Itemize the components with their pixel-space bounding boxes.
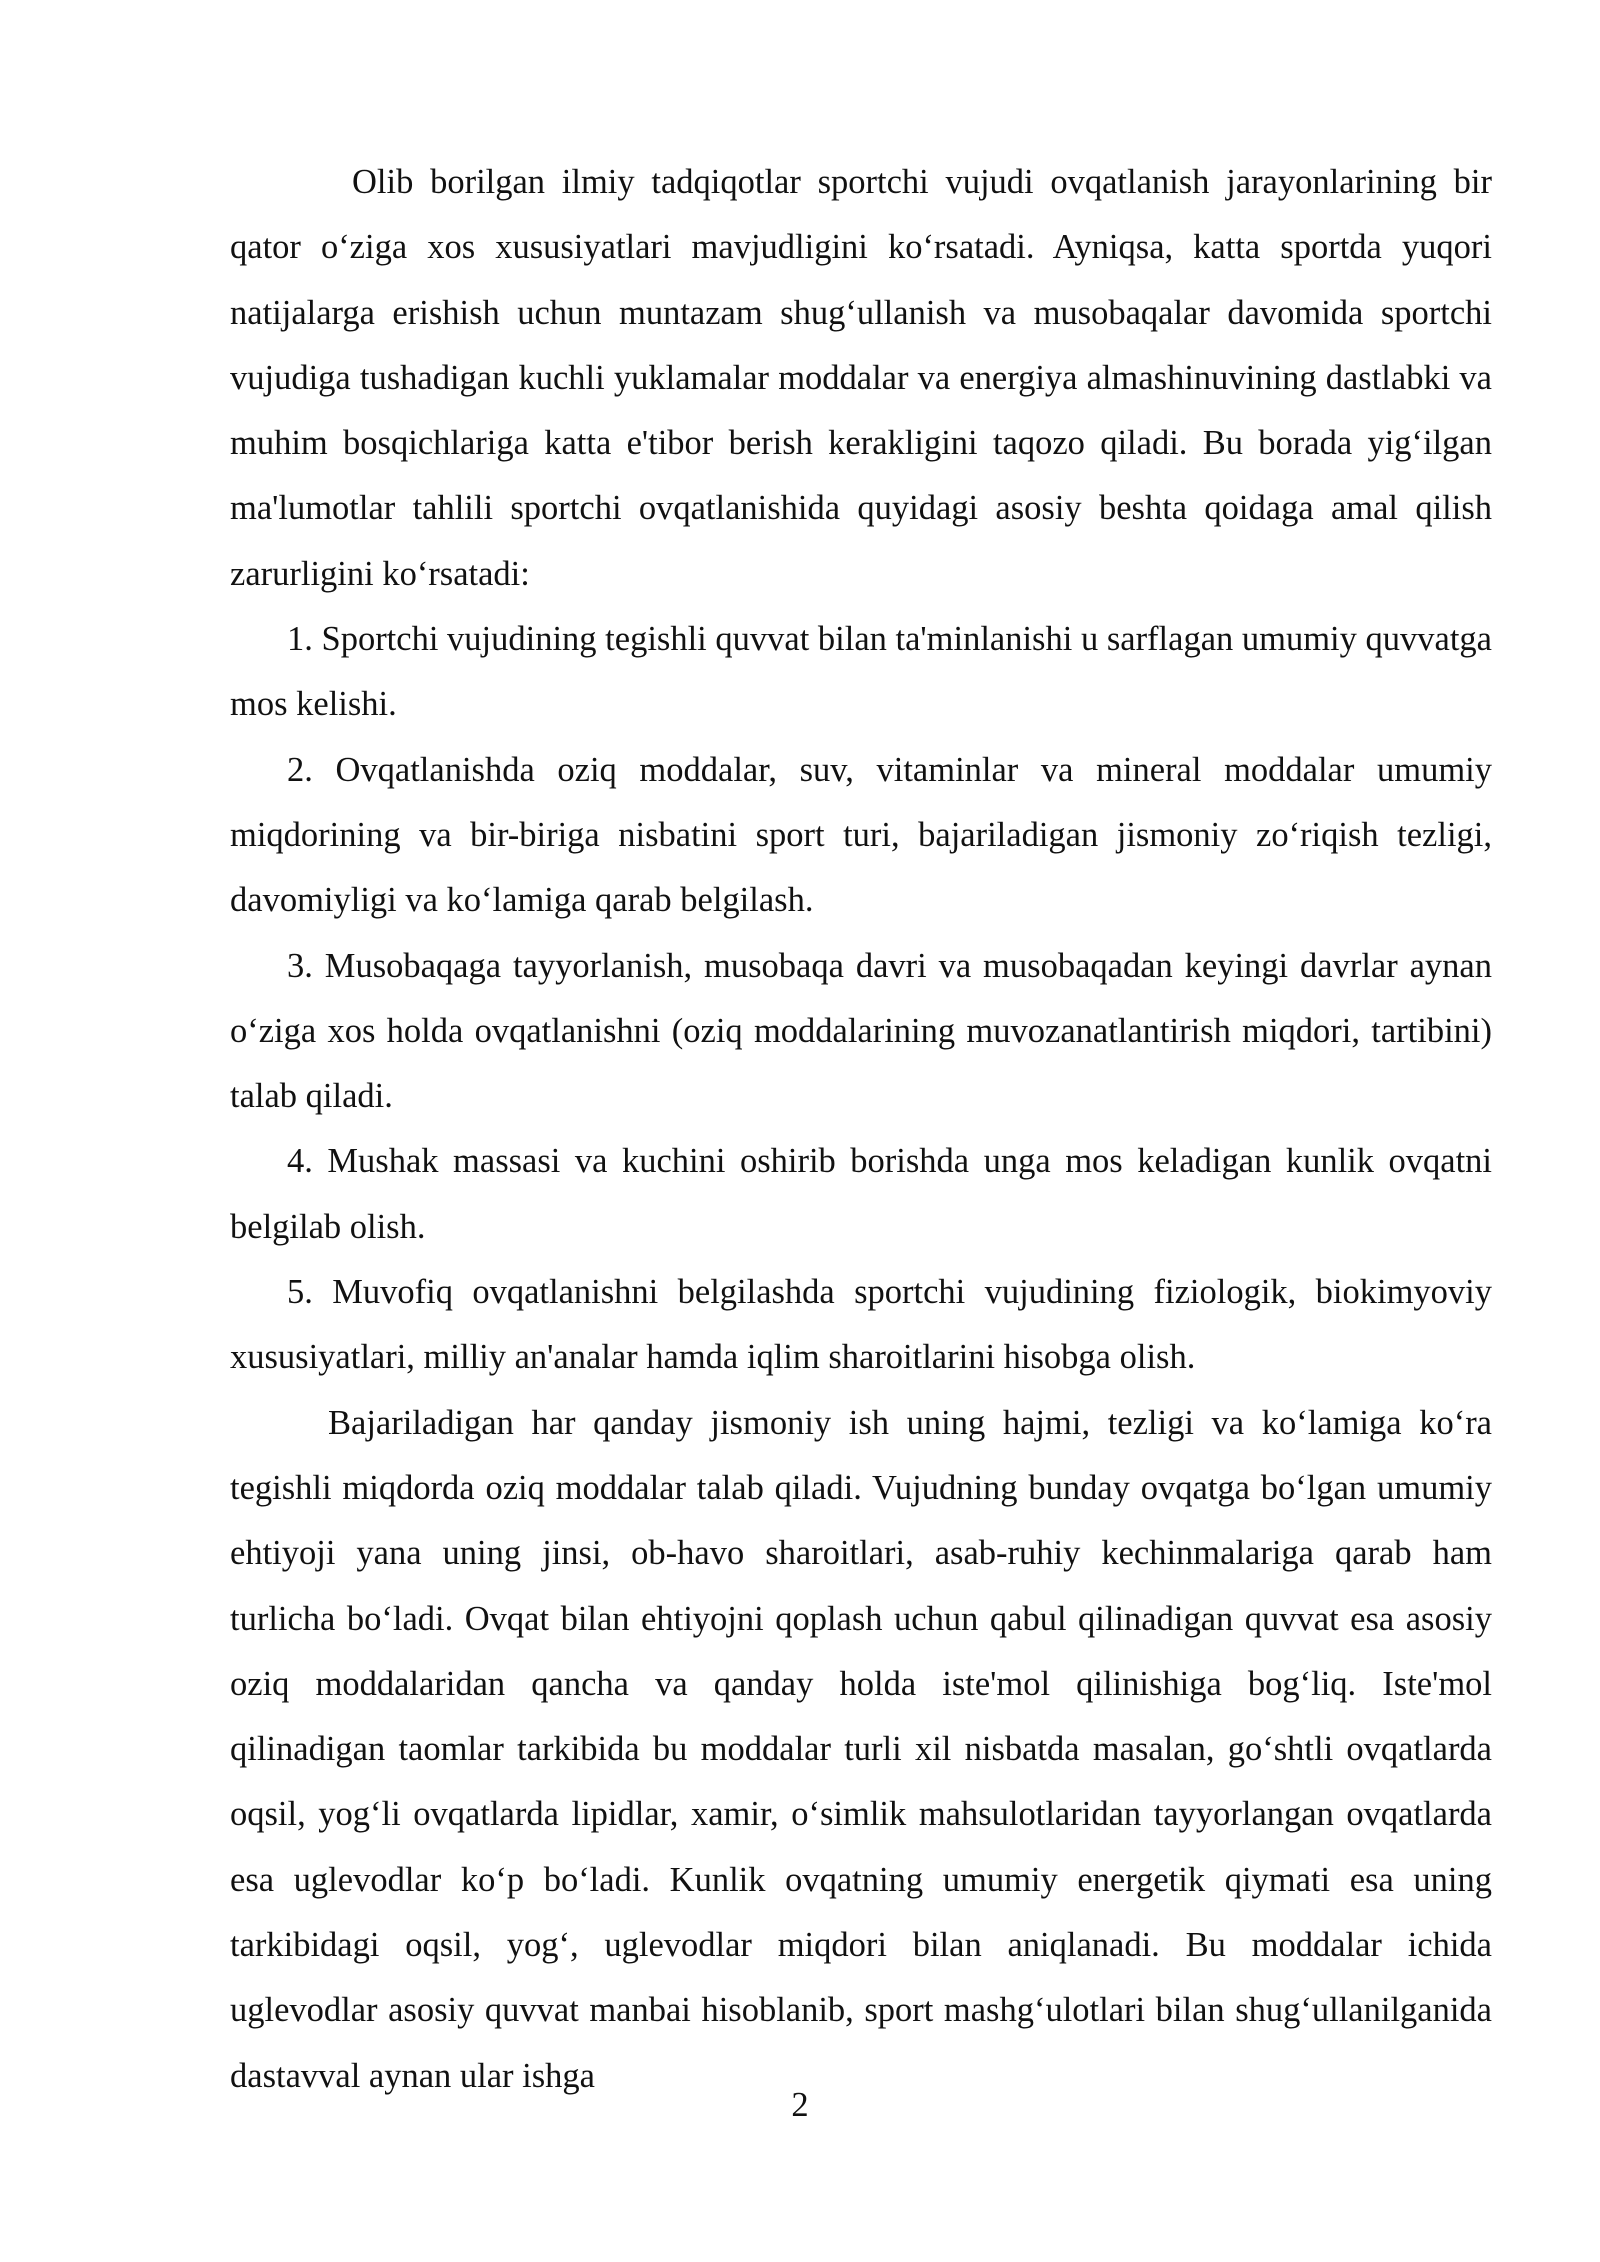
second-paragraph: Bajariladigan har qanday jismoniy ish uning hajmi, tezligi va ko‘lamiga ko‘ra tegishli miqdorda oziq moddalar talab qiladi. Vujudning bunday ovqatga bo‘lgan umumiy ehtiyoji yana uning jinsi, ob-havo sharoitlari, asab-ruhiy kechinmalariga qarab ham turlicha bo‘ladi. Ovqat bilan ehtiyojni qoplash uchun qabul qilinadigan quvvat esa asosiy oziq moddalaridan qancha va qanday holda iste'mol qilinishiga bog‘liq. Iste'mol qilinadigan taomlar tarkibida bu moddalar turli xil nisbatda masalan, go‘shtli ovqatlarda oqsil, yog‘li ovqatlarda lipidlar, xamir, o‘simlik mahsulotlaridan tayyorlangan ovqatlarda esa uglevodlar ko‘p bo‘ladi. Kunlik ovqatning umumiy energetik qiymati esa uning tarkibidagi oqsil, yog‘, uglevodlar miqdori bilan aniqlanadi. Bu moddalar ichida uglevodlar asosiy quvvat manbai hisoblanib, sport mashg‘ulotlari bilan shug‘ullanilganida dastavval aynan ular ishga xyxy=(230,1403,1492,2095)
intro-paragraph: Olib borilgan ilmiy tadqiqotlar sportchi vujudi ovqatlanish jarayonlarining bir qator o‘ziga xos xususiyatlari mavjudligini ko‘rsatadi. Ayniqsa, katta sportda yuqori natijalarga erishish uchun muntazam shug‘ullanish va musobaqalar davomida sportchi vujudiga tushadigan kuchli yuklamalar moddalar va energiya almashinuvining dastlabki va muhim bosqichlariga katta e'tibor berish kerakligini taqozo qiladi. Bu borada yig‘ilgan ma'lumotlar tahlili sportchi ovqatlanishida quyidagi asosiy beshta qoidaga amal qilish zarurligini ko‘rsatadi: xyxy=(230,163,1492,593)
document-body xyxy=(230,150,1492,2109)
rule-item-3: 3. Musobaqaga tayyorlanish, musobaqa davri va musobaqadan keyingi davrlar aynan o‘ziga xos holda ovqatlanishni (oziq moddalarining muvozanatlantirish miqdori, tartibini) talab qiladi. xyxy=(230,946,1492,1116)
rule-item-5: 5. Muvofiq ovqatlanishni belgilashda sportchi vujudining fiziologik, biokimyoviy xususiyatlari, milliy an'analar hamda iqlim sharoitlarini hisobga olish. xyxy=(230,1273,1492,1377)
rule-item-1: 1. Sportchi vujudining tegishli quvvat bilan ta'minlanishi u sarflagan umumiy quvvatga mos kelishi. xyxy=(230,620,1492,724)
rule-item-2: 2. Ovqatlanishda oziq moddalar, suv, vitaminlar va mineral moddalar umumiy miqdorining va bir-biriga nisbatini sport turi, bajariladigan jismoniy zo‘riqish tezligi, davomiyligi va ko‘lamiga qarab belgilash. xyxy=(230,750,1492,920)
rule-item-4: 4. Mushak massasi va kuchini oshirib borishda unga mos keladigan kunlik ovqatni belgilab olish. xyxy=(230,1142,1492,1246)
page-number: 2 xyxy=(791,2086,809,2124)
